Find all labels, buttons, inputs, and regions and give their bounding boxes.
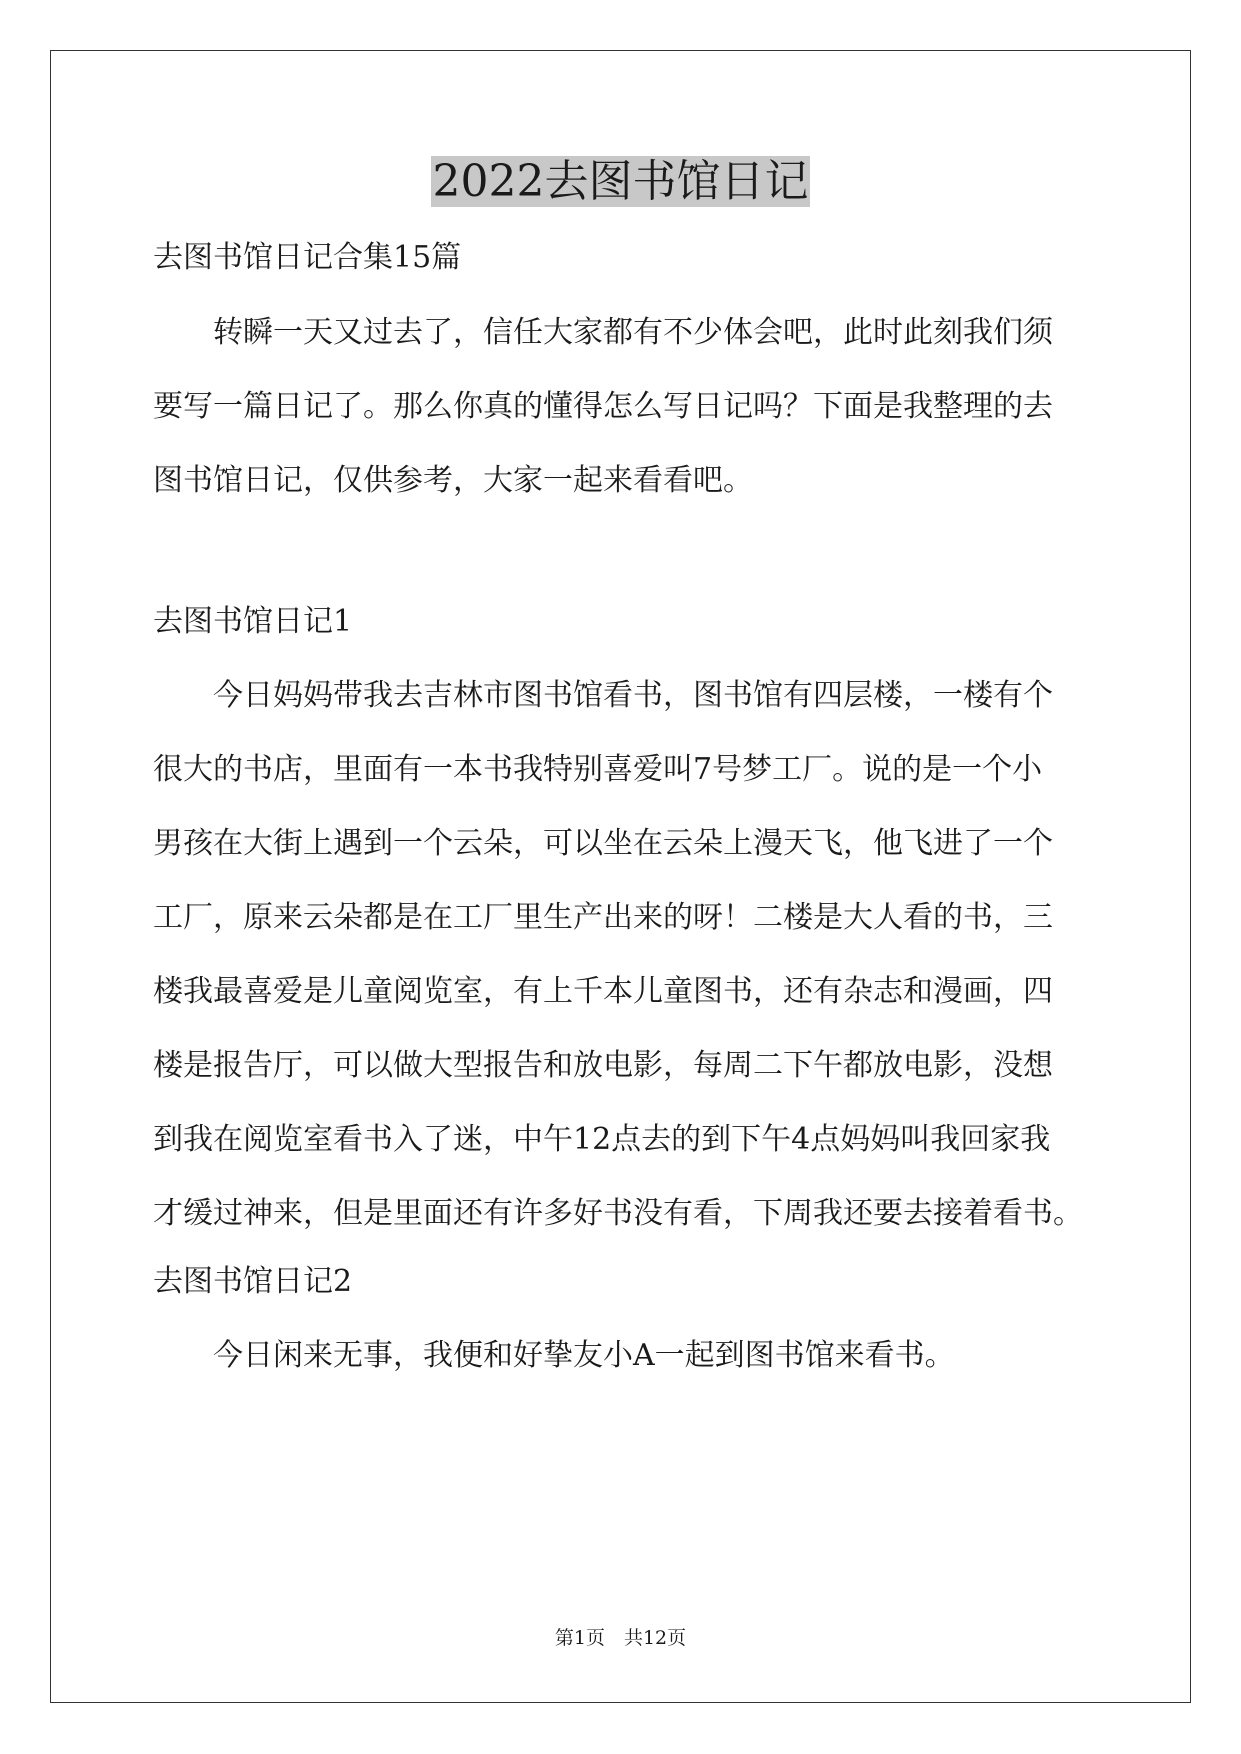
text-line-diary-1-heading: 去图书馆日记1 <box>153 604 353 639</box>
text-line: 工厂，原来云朵都是在工厂里生产出来的呀！二楼是大人看的书，三 <box>153 900 1053 935</box>
text-line-diary-2-heading: 去图书馆日记2 <box>153 1264 353 1299</box>
document-title <box>0 150 1241 214</box>
text-line-collection-heading: 去图书馆日记合集15篇 <box>153 240 462 275</box>
text-line: 今日闲来无事，我便和好挚友小A一起到图书馆来看书。 <box>153 1338 955 1373</box>
text-line: 要写一篇日记了。那么你真的懂得怎么写日记吗？下面是我整理的去 <box>153 389 1053 424</box>
text-line: 到我在阅览室看书入了迷，中午12点去的到下午4点妈妈叫我回家我 <box>153 1122 1051 1157</box>
page-border <box>50 50 1191 1703</box>
text-line: 今日妈妈带我去吉林市图书馆看书，图书馆有四层楼，一楼有个 <box>153 678 1053 713</box>
text-line: 图书馆日记，仅供参考，大家一起来看看吧。 <box>153 463 753 498</box>
text-line: 很大的书店，里面有一本书我特别喜爱叫7号梦工厂。说的是一个小 <box>153 752 1043 787</box>
text-line: 楼是报告厅，可以做大型报告和放电影，每周二下午都放电影，没想 <box>153 1048 1053 1083</box>
text-line: 才缓过神来，但是里面还有许多好书没有看，下周我还要去接着看书。 <box>153 1196 1083 1231</box>
title-text: 2022去图书馆日记 <box>432 156 809 207</box>
text-line: 男孩在大街上遇到一个云朵，可以坐在云朵上漫天飞，他飞进了一个 <box>153 826 1053 861</box>
text-line: 转瞬一天又过去了，信任大家都有不少体会吧，此时此刻我们须 <box>153 315 1053 350</box>
text-line: 楼我最喜爱是儿童阅览室，有上千本儿童图书，还有杂志和漫画，四 <box>153 974 1053 1009</box>
page-footer: 第1页 共12页 <box>554 1627 687 1649</box>
